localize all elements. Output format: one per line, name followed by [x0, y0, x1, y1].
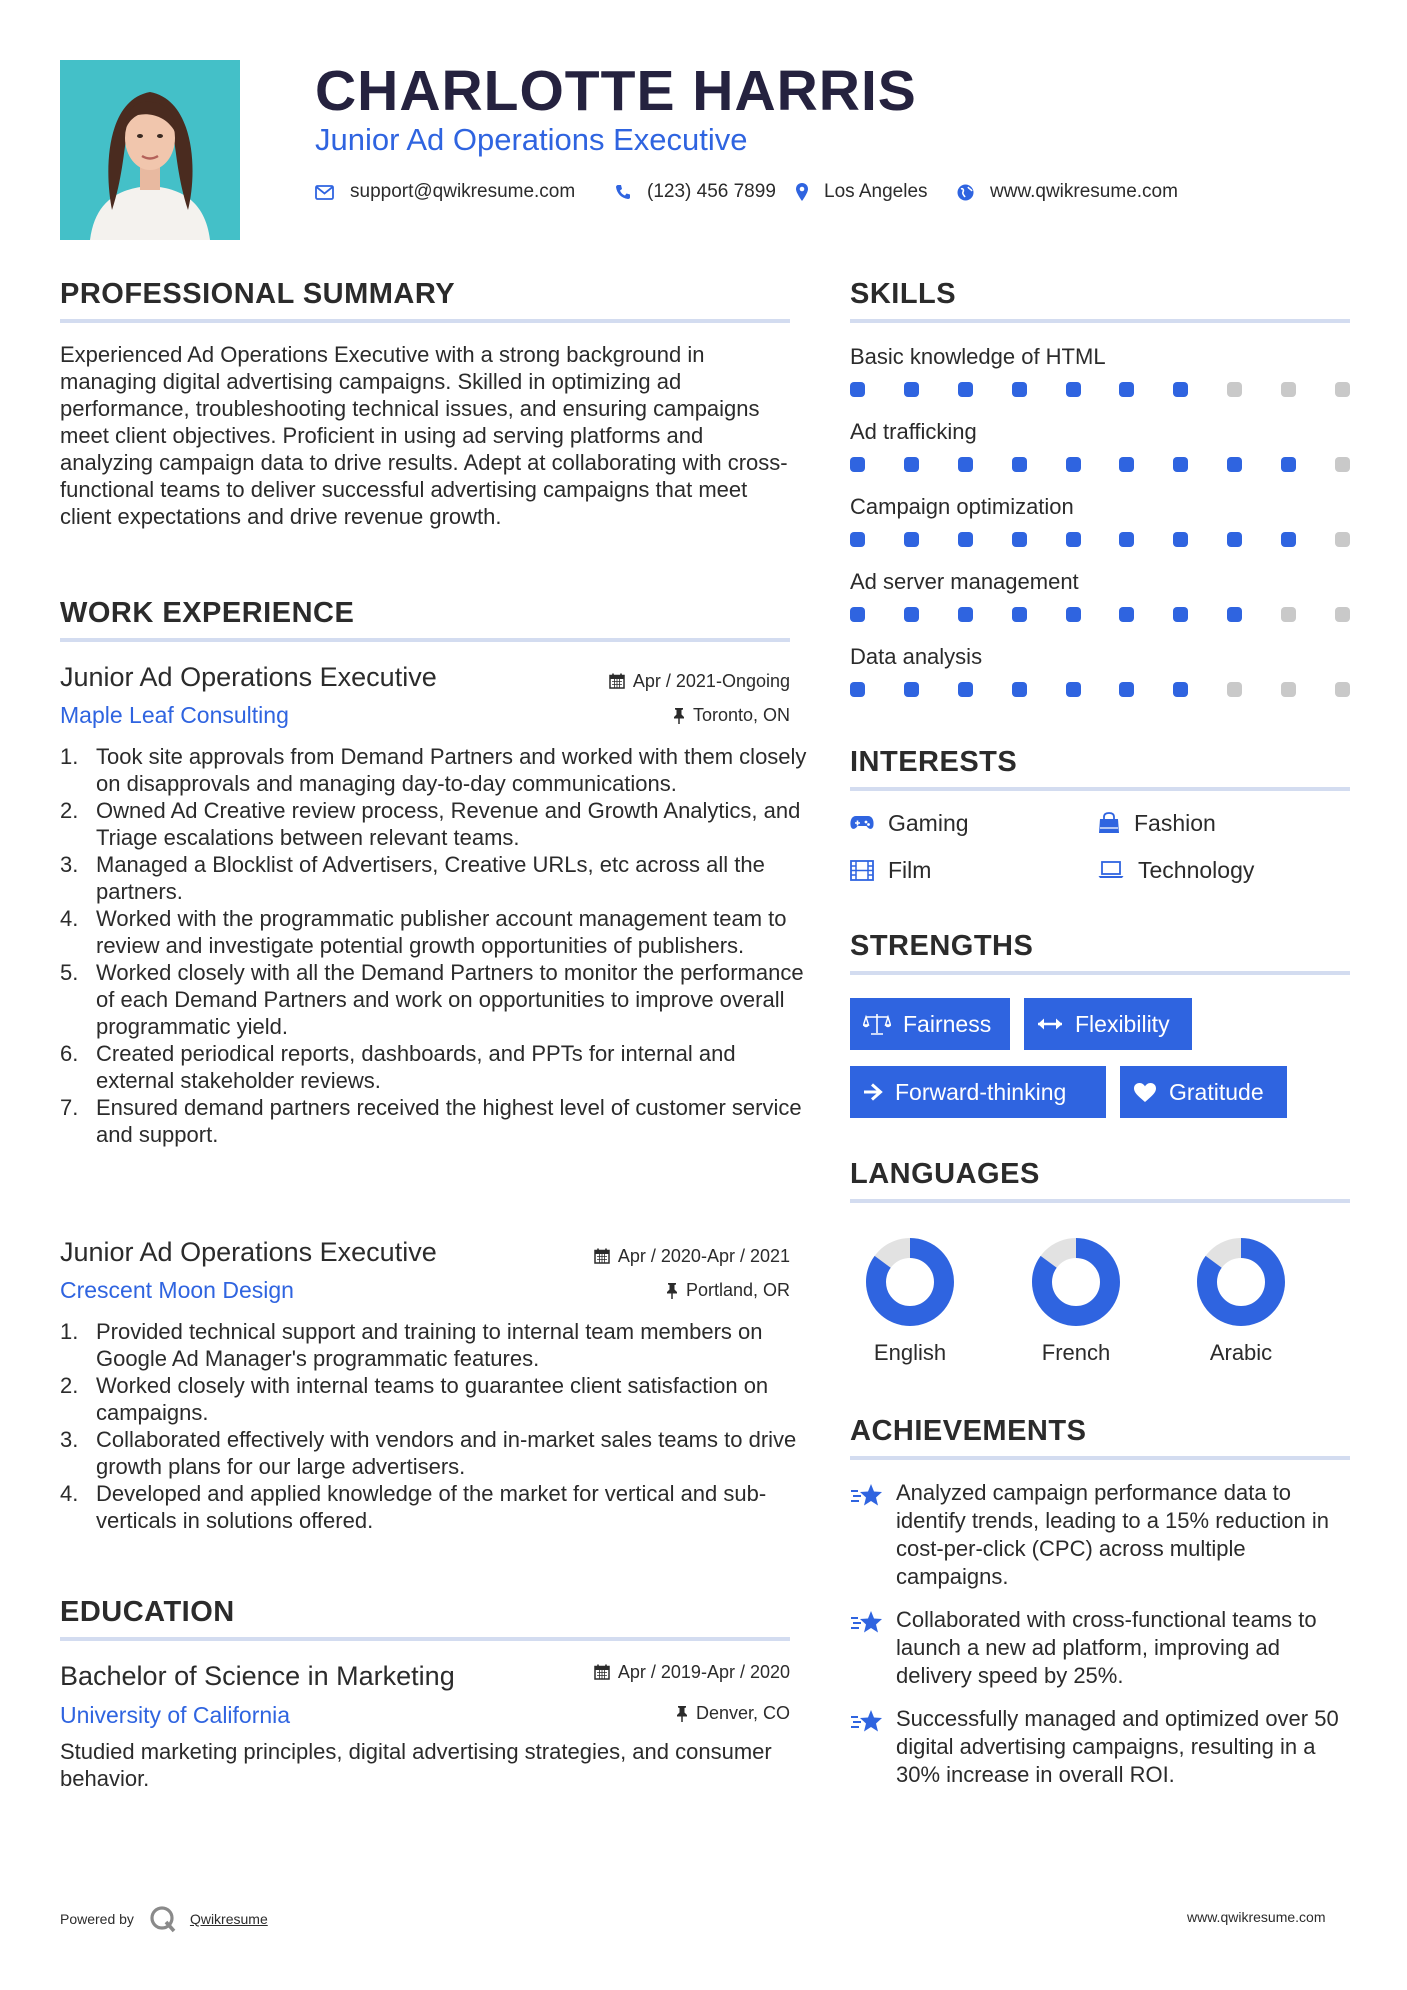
interests-heading: INTERESTS [850, 746, 1018, 778]
rating-dot-filled [1012, 457, 1027, 472]
footer-website[interactable]: www.qwikresume.com [1187, 1909, 1326, 1925]
list-item: 3. Collaborated effectively with vendors and in-market sales teams to drive growth plans for our large advertisers. [60, 1427, 797, 1479]
summary-text: Experienced Ad Operations Executive with a strong background in managing digital advertising campaigns. Skilled in optimizing ad performance, troubleshooting technical issues, and ensuring campaigns meet client objectives. Proficient in using ad serving platforms and analyzing campaign data to drive results. Adept at collaborating with cross-functional teams to deliver successful advertising campaigns that meet client expectations and drive revenue growth. [60, 342, 788, 529]
rating-dot-filled [850, 607, 865, 622]
job-title: Junior Ad Operations Executive [60, 1237, 437, 1267]
education-location [500, 1701, 790, 1725]
bullet-text: Ensured demand partners received the highest level of customer service and support. [96, 1095, 802, 1147]
strength-label: Forward-thinking [895, 1078, 1067, 1105]
contact-location [796, 178, 928, 206]
languages-heading: LANGUAGES [850, 1158, 1040, 1190]
envelope-icon [315, 185, 334, 200]
bullet-text: Worked closely with internal teams to guarantee client satisfaction on campaigns. [96, 1373, 769, 1425]
interest-label: Film [888, 857, 932, 883]
bullet-text: Created periodical reports, dashboards, and PPTs for internal and external stakeholder reviews. [96, 1041, 736, 1093]
list-item: 2. Owned Ad Creative review process, Revenue and Growth Analytics, and Triage escalations between relevant teams. [60, 798, 801, 850]
interest-label: Gaming [888, 810, 969, 836]
rating-dot-filled [1066, 532, 1081, 547]
rating-dot-filled [904, 532, 919, 547]
rating-dot-filled [1173, 682, 1188, 697]
languages-divider [850, 1199, 1350, 1203]
job-dates-text: Apr / 2021-Ongoing [632, 671, 790, 691]
language-donut-french [1026, 1232, 1126, 1332]
bullet-text: Developed and applied knowledge of the market for vertical and sub-verticals in solutions offered. [96, 1481, 767, 1533]
shooting-star-icon [850, 1709, 884, 1735]
list-item: 1. Provided technical support and training to internal team members on Google Ad Manager's programmatic features. [60, 1319, 763, 1371]
rating-dot-filled [1119, 682, 1134, 697]
portrait-image [60, 60, 240, 240]
list-item: 6. Created periodical reports, dashboards, and PPTs for internal and external stakeholder reviews. [60, 1041, 736, 1093]
bullet-text: Provided technical support and training to internal team members on Google Ad Manager's programmatic features. [96, 1319, 763, 1371]
candidate-name: CHARLOTTE HARRIS [315, 59, 917, 123]
skill-label: Data analysis [850, 644, 983, 669]
list-item: 5. Worked closely with all the Demand Partners to monitor the performance of each Demand Partners and work on opportunities to improve overall programmatic yield. [60, 960, 804, 1039]
job-location [500, 703, 790, 727]
bullet-text: Managed a Blocklist of Advertisers, Creative URLs, etc across all the partners. [96, 852, 765, 904]
language-label-english: English [873, 1340, 947, 1365]
language-donut-english [860, 1232, 960, 1332]
rating-dot-empty [1335, 382, 1350, 397]
rating-dot-filled [1066, 382, 1081, 397]
strength-badge-flexibility [1024, 998, 1192, 1050]
rating-dot-filled [958, 382, 973, 397]
job-responsibilities [60, 743, 813, 1148]
rating-dot-filled [904, 682, 919, 697]
rating-dot-filled [1281, 457, 1296, 472]
rating-dot-filled [1227, 457, 1242, 472]
list-item: 4. Developed and applied knowledge of the market for vertical and sub-verticals in solutions offered. [60, 1481, 767, 1533]
rating-dot-filled [904, 382, 919, 397]
rating-dot-filled [1227, 532, 1242, 547]
heart-icon [1133, 1082, 1157, 1103]
job-dates [500, 669, 790, 693]
location-text: Los Angeles [824, 181, 928, 202]
rating-dot-filled [958, 607, 973, 622]
rating-dot-filled [904, 457, 919, 472]
rating-dot-filled [1012, 607, 1027, 622]
rating-dot-filled [1012, 532, 1027, 547]
job-responsibilities [60, 1318, 813, 1534]
skills-divider [850, 319, 1350, 323]
rating-dot-filled [1119, 457, 1134, 472]
skill-label: Ad trafficking [850, 419, 977, 444]
rating-dot-filled [904, 607, 919, 622]
website-text: www.qwikresume.com [990, 181, 1178, 202]
gamepad-icon [850, 815, 874, 831]
skill-rating [850, 457, 1350, 472]
bullet-text: Owned Ad Creative review process, Revenue and Growth Analytics, and Triage escalations between relevant teams. [96, 798, 801, 850]
list-item: 3. Managed a Blocklist of Advertisers, Creative URLs, etc across all the partners. [60, 852, 765, 904]
footer-brand [60, 1904, 268, 1934]
education-dates-text: Apr / 2019-Apr / 2020 [617, 1662, 790, 1682]
strength-badge-forward-thinking [850, 1066, 1106, 1118]
rating-dot-filled [1281, 532, 1296, 547]
contact-website[interactable] [957, 178, 1178, 206]
summary-heading: PROFESSIONAL SUMMARY [60, 278, 456, 310]
rating-dot-empty [1335, 457, 1350, 472]
rating-dot-empty [1281, 607, 1296, 622]
achievement-item [850, 1479, 1350, 1591]
job-title: Junior Ad Operations Executive [60, 662, 437, 692]
rating-dot-filled [1012, 382, 1027, 397]
shooting-star-icon [850, 1610, 884, 1636]
skill-row [850, 418, 1350, 472]
interest-film [850, 855, 931, 885]
arrows-horizontal-icon [1037, 1017, 1063, 1031]
rating-dot-filled [1012, 682, 1027, 697]
rating-dot-filled [850, 682, 865, 697]
rating-dot-filled [1119, 382, 1134, 397]
shopping-bag-icon [1098, 812, 1120, 834]
achievements-heading: ACHIEVEMENTS [850, 1415, 1087, 1447]
rating-dot-filled [1173, 532, 1188, 547]
company-name: Crescent Moon Design [60, 1277, 294, 1303]
bullet-text: Worked with the programmatic publisher account management team to review and investigate potential growth opportunities of publishers. [96, 906, 787, 958]
school-name: University of California [60, 1702, 291, 1728]
brand-link[interactable]: Qwikresume [189, 1911, 268, 1927]
phone-icon [615, 184, 631, 200]
interest-label: Fashion [1134, 810, 1216, 836]
company-name: Maple Leaf Consulting [60, 702, 289, 728]
profile-photo [60, 60, 240, 240]
job-dates [500, 1244, 790, 1268]
strength-label: Gratitude [1169, 1078, 1264, 1105]
experience-divider [60, 638, 790, 642]
strength-label: Flexibility [1075, 1010, 1170, 1037]
language-donut-arabic [1191, 1232, 1291, 1332]
strength-label: Fairness [903, 1010, 992, 1037]
calendar-icon [594, 1664, 610, 1680]
globe-icon [957, 184, 974, 201]
list-item: 4. Worked with the programmatic publisher account management team to review and investigate potential growth opportunities of publishers. [60, 906, 787, 958]
education-heading: EDUCATION [60, 1596, 235, 1628]
skill-row [850, 643, 1350, 697]
shooting-star-icon [850, 1483, 884, 1509]
bullet-text: Took site approvals from Demand Partners and worked with them closely on disapprovals and managing day-to-day communications. [96, 744, 807, 796]
rating-dot-filled [850, 457, 865, 472]
skill-row [850, 493, 1350, 547]
calendar-icon [609, 673, 625, 689]
interest-technology [1098, 855, 1254, 885]
job-dates-text: Apr / 2020-Apr / 2021 [617, 1246, 790, 1266]
rating-dot-empty [1335, 607, 1350, 622]
achievement-item [850, 1606, 1350, 1690]
achievement-text: Successfully managed and optimized over 50 digital advertising campaigns, resulting in a 30% increase in overall ROI. [896, 1706, 1339, 1787]
skill-row [850, 343, 1350, 397]
skill-rating [850, 532, 1350, 547]
powered-by-text: Powered by [60, 1911, 134, 1927]
skill-rating [850, 382, 1350, 397]
rating-dot-filled [1066, 457, 1081, 472]
calendar-icon [594, 1248, 610, 1264]
list-item: 2. Worked closely with internal teams to guarantee client satisfaction on campaigns. [60, 1373, 769, 1425]
rating-dot-empty [1227, 682, 1242, 697]
skill-label: Ad server management [850, 569, 1079, 594]
job-location-text: Toronto, ON [692, 705, 790, 725]
rating-dot-filled [1119, 532, 1134, 547]
job-location-text: Portland, OR [685, 1280, 790, 1300]
pushpin-icon [666, 1282, 678, 1299]
strengths-divider [850, 971, 1350, 975]
language-label-french: French [1041, 1340, 1111, 1365]
language-label-arabic: Arabic [1209, 1340, 1273, 1365]
contact-phone[interactable] [615, 178, 776, 206]
interest-label: Technology [1138, 857, 1255, 883]
rating-dot-filled [1066, 682, 1081, 697]
rating-dot-empty [1335, 682, 1350, 697]
education-dates [500, 1660, 790, 1684]
achievement-text: Analyzed campaign performance data to identify trends, leading to a 15% reduction in cost-per-click (CPC) across multiple campaigns. [896, 1480, 1329, 1589]
laptop-icon [1098, 861, 1124, 879]
rating-dot-empty [1227, 382, 1242, 397]
rating-dot-filled [958, 532, 973, 547]
rating-dot-filled [1227, 607, 1242, 622]
pushpin-icon [676, 1705, 688, 1722]
education-location-text: Denver, CO [695, 1703, 790, 1723]
rating-dot-filled [1066, 607, 1081, 622]
summary-divider [60, 319, 790, 323]
map-pin-icon [796, 183, 808, 201]
skill-label: Campaign optimization [850, 494, 1074, 519]
rating-dot-filled [958, 682, 973, 697]
skills-heading: SKILLS [850, 278, 957, 310]
skill-rating [850, 682, 1350, 697]
strengths-heading: STRENGTHS [850, 930, 1034, 962]
skill-rating [850, 607, 1350, 622]
email-text: support@qwikresume.com [350, 181, 576, 202]
achievement-item [850, 1705, 1350, 1789]
skill-row [850, 568, 1350, 622]
interest-fashion [1098, 808, 1216, 838]
phone-text: (123) 456 7899 [647, 181, 776, 202]
list-item: 7. Ensured demand partners received the highest level of customer service and support. [60, 1095, 802, 1147]
achievements-divider [850, 1456, 1350, 1460]
rating-dot-filled [1173, 382, 1188, 397]
education-divider [60, 1637, 790, 1641]
bullet-text: Worked closely with all the Demand Partners to monitor the performance of each Demand Partners and work on opportunities to improve overall programmatic yield. [96, 960, 804, 1039]
experience-heading: WORK EXPERIENCE [60, 597, 355, 629]
interests-divider [850, 787, 1350, 791]
education-description: Studied marketing principles, digital advertising strategies, and consumer behavior. [60, 1739, 772, 1791]
rating-dot-filled [958, 457, 973, 472]
rating-dot-filled [850, 532, 865, 547]
strength-badge-fairness [850, 998, 1010, 1050]
rating-dot-filled [1173, 607, 1188, 622]
arrow-right-icon [863, 1083, 883, 1101]
job-location [500, 1278, 790, 1302]
pushpin-icon [673, 707, 685, 724]
strength-badge-gratitude [1120, 1066, 1287, 1118]
interest-gaming [850, 808, 969, 838]
rating-dot-empty [1281, 382, 1296, 397]
rating-dot-filled [850, 382, 865, 397]
rating-dot-filled [1119, 607, 1134, 622]
rating-dot-empty [1281, 682, 1296, 697]
rating-dot-filled [1173, 457, 1188, 472]
balance-scale-icon [863, 1013, 891, 1035]
contact-email[interactable] [315, 178, 575, 206]
bullet-text: Collaborated effectively with vendors and in-market sales teams to drive growth plans for our large advertisers. [96, 1427, 797, 1479]
list-item: 1. Took site approvals from Demand Partners and worked with them closely on disapprovals and managing day-to-day communications. [60, 744, 807, 796]
qwikresume-logo-icon [148, 1904, 178, 1934]
film-icon [850, 860, 874, 881]
candidate-title: Junior Ad Operations Executive [315, 122, 748, 157]
achievement-text: Collaborated with cross-functional teams to launch a new ad platform, improving ad delivery speed by 25%. [896, 1607, 1317, 1688]
rating-dot-empty [1335, 532, 1350, 547]
degree-title: Bachelor of Science in Marketing [60, 1661, 455, 1691]
skill-label: Basic knowledge of HTML [850, 344, 1106, 369]
